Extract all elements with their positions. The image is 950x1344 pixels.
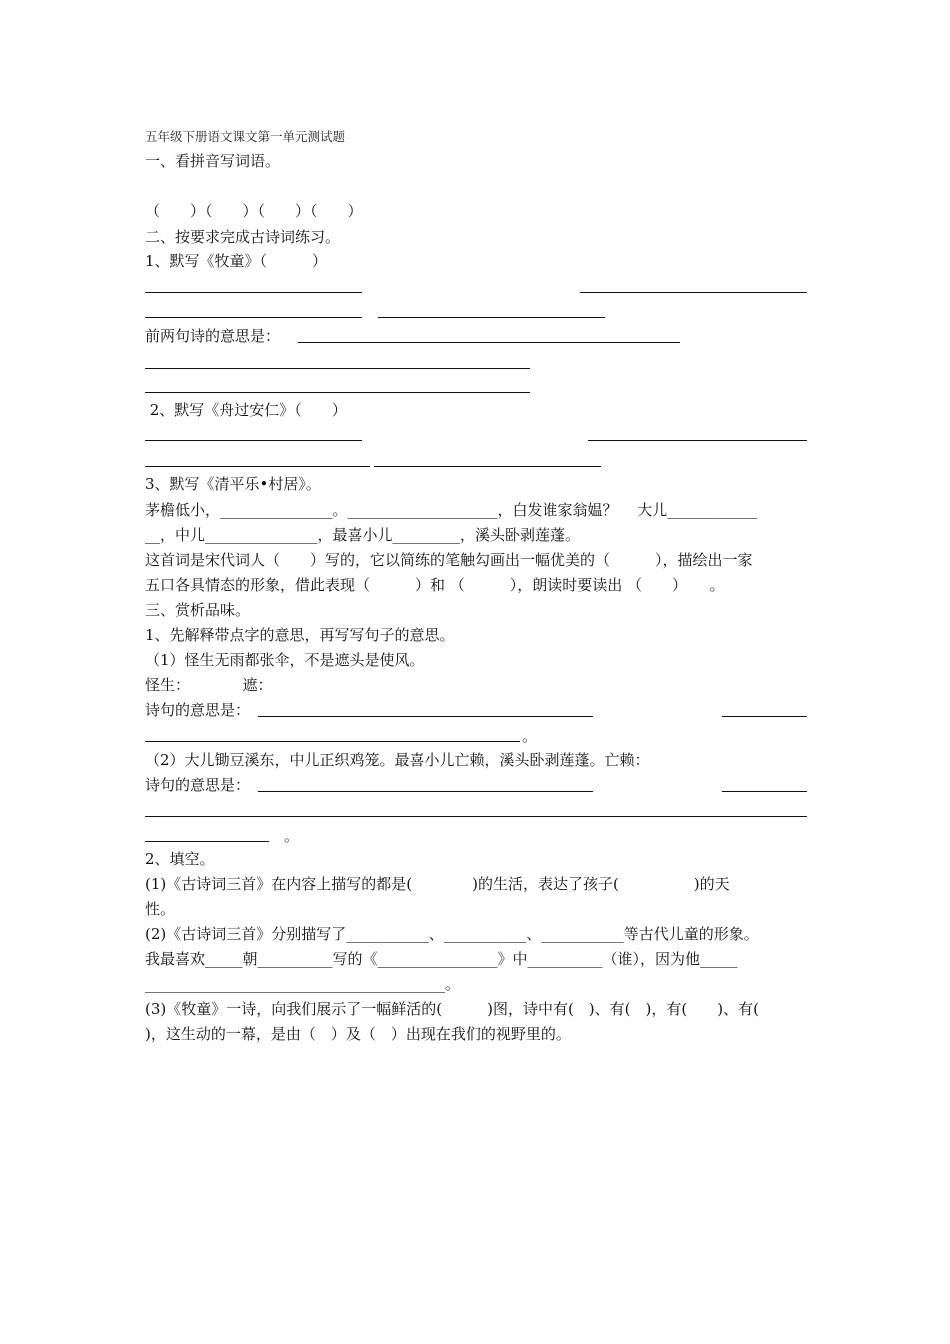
analysis-1-instruction: 1、先解释带点字的意思，再写写句子的意思。 — [145, 626, 455, 644]
answer-line — [258, 791, 593, 792]
answer-line — [145, 392, 530, 393]
pinyin-row — [145, 177, 807, 197]
answer-line — [145, 466, 370, 467]
question-3-qingpingle: 3、默写《清平乐•村居》。 — [145, 475, 321, 493]
analysis-1-sentence-1: （1）怪生无雨都张伞，不是遮头是使风。 — [145, 651, 425, 669]
analysis-1-sentence-2: （2）大儿锄豆溪东，中儿正织鸡笼。最喜小儿亡赖，溪头卧剥莲蓬。亡赖： — [145, 751, 650, 769]
period-mark: 。 — [522, 727, 538, 745]
answer-line — [145, 841, 269, 842]
fill-3-line-2: )，这生动的一幕，是由（ ）及（ ）出现在我们的视野里的。 — [145, 1025, 571, 1043]
fill-2-line-3: ________________________________________。 — [145, 975, 461, 993]
question-1-muttong: 1、默写《牧童》（ ） — [145, 252, 328, 270]
section-1-heading: 一、看拼音写词语。 — [145, 152, 281, 170]
answer-line — [722, 791, 807, 792]
pinyin-answer-blanks: （ ）（ ）（ ）（ ） — [145, 202, 363, 220]
question-2-zhouguoanren: 2、默写《舟过安仁》（ ） — [145, 401, 347, 419]
answer-line — [298, 342, 680, 343]
answer-line — [722, 716, 807, 717]
meaning-prompt: 诗句的意思是： — [145, 776, 251, 794]
q3-line-1: 茅檐低小，_______________。____________________，白发谁家翁媪？ 大儿____________ — [145, 501, 758, 519]
fill-2-line-1: (2)《古诗词三首》分别描写了___________、___________、___________等古代儿童的形象。 — [145, 925, 759, 943]
answer-line — [145, 741, 520, 742]
answer-line — [145, 368, 530, 369]
answer-line — [378, 317, 605, 318]
answer-line — [145, 816, 807, 817]
fill-1-line-2: 性。 — [145, 900, 176, 918]
answer-line — [145, 317, 362, 318]
q3-line-4: 五口各具情态的形象，借此表现（ ）和 （ ），朗读时要读出 （ ） 。 — [145, 576, 725, 594]
fill-in-heading: 2、填空。 — [145, 850, 215, 868]
section-3-heading: 三、赏析品味。 — [145, 601, 251, 619]
answer-line — [580, 292, 807, 293]
answer-line — [258, 716, 593, 717]
answer-line — [588, 440, 807, 441]
q3-line-3: 这首词是宋代词人（ ）写的，它以简练的笔触勾画出一幅优美的（ ），描绘出一家 — [145, 551, 753, 569]
page-title: 五年级下册语文课文第一单元测试题 — [145, 129, 346, 144]
answer-line — [145, 440, 362, 441]
word-explain-prompts: 怪生： 遮： — [145, 676, 273, 694]
meaning-prompt: 诗句的意思是： — [145, 701, 251, 719]
fill-3-line-1: (3)《牧童》一诗，向我们展示了一幅鲜活的( )图，诗中有( )、有( )，有( )、有( — [145, 1000, 759, 1018]
fill-2-line-2: 我最喜欢_____朝__________写的《________________》中__________（谁），因为他_____ — [145, 950, 738, 968]
answer-line — [374, 466, 601, 467]
section-2-heading: 二、按要求完成古诗词练习。 — [145, 228, 341, 246]
period-mark: 。 — [284, 827, 300, 845]
meaning-prompt: 前两句诗的意思是： — [145, 327, 281, 345]
q3-line-2: __，中儿_______________，最喜小儿_________，溪头卧剥莲蓬。 — [145, 526, 581, 544]
fill-1-line-1: (1)《古诗词三首》在内容上描写的都是( )的生活，表达了孩子( )的天 — [145, 875, 730, 893]
answer-line — [145, 292, 362, 293]
